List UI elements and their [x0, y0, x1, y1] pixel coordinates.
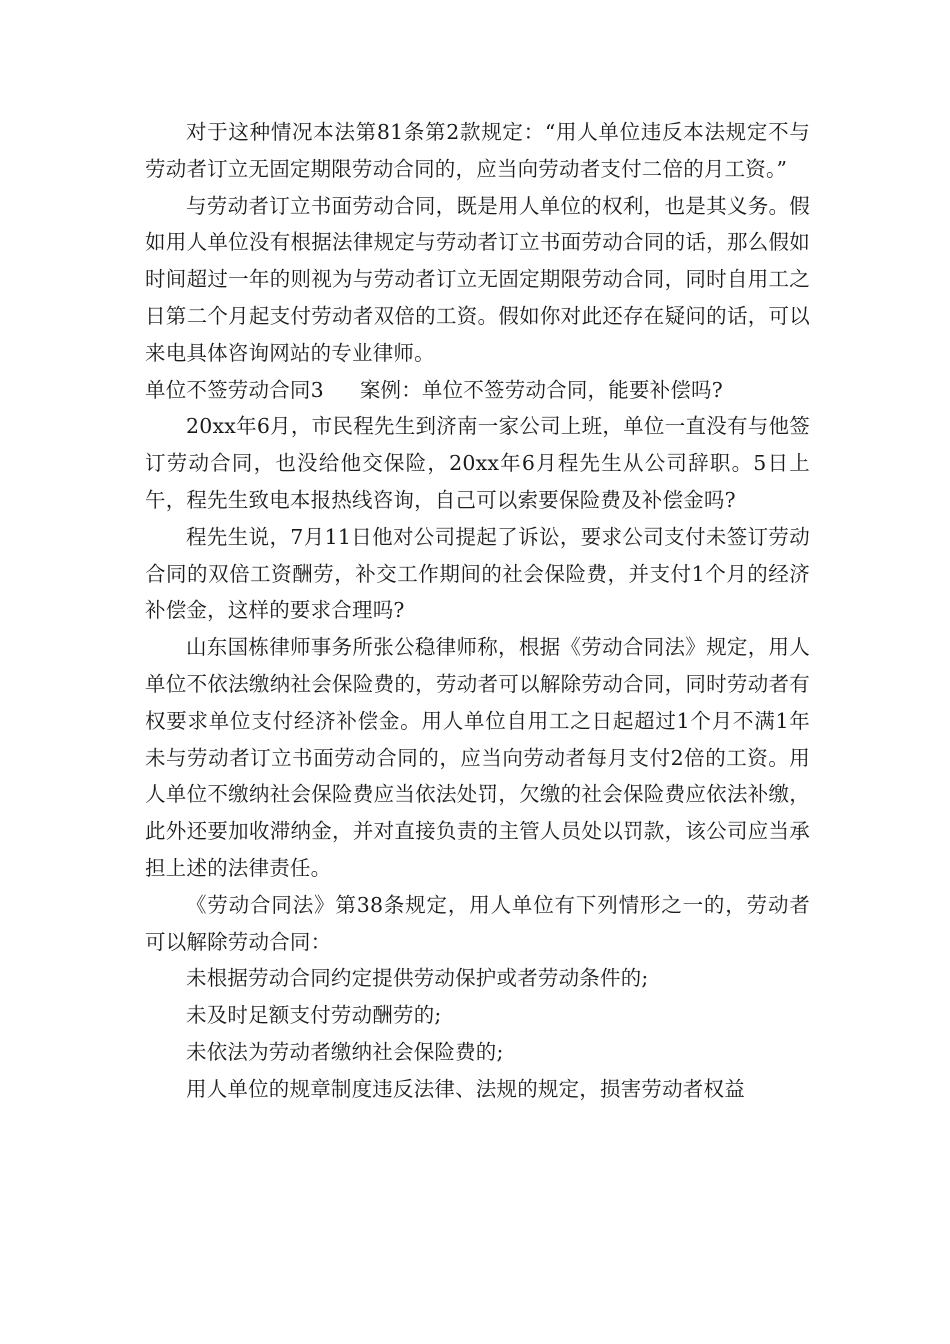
list-item-payment: 未及时足额支付劳动酬劳的; — [186, 1003, 442, 1028]
paragraph-article-81: 对于这种情况本法第81条第2款规定：“用人单位违反本法规定不与劳动者订立无固定期限劳动合同的，应当向劳动者支付二倍的月工资。” — [145, 120, 810, 181]
paragraph-lawyer-opinion: 山东国栋律师事务所张公稳律师称，根据《劳动合同法》规定，用人单位不依法缴纳社会保险费的，劳动者可以解除劳动合同，同时劳动者有权要求单位支付经济补偿金。用人单位自用工之日起超过1个月不满1年未与劳动者订立书面劳动合同的，应当向劳动者每月支付2倍的工资。用人单位不缴纳社会保险费应当依法处罚，欠缴的社会保险费应依法补缴，此外还要加收滞纳金，并对直接负责的主管人员处以罚款，该公司应当承担上述的法律责任。 — [145, 635, 810, 880]
paragraph-lawsuit: 程先生说，7月11日他对公司提起了诉讼，要求公司支付未签订劳动合同的双倍工资酬劳，补交工作期间的社会保险费，并支付1个月的经济补偿金，这样的要求合理吗? — [145, 524, 810, 623]
paragraph-written-contract: 与劳动者订立书面劳动合同，既是用人单位的权利，也是其义务。假如用人单位没有根据法律规定与劳动者订立书面劳动合同的话，那么假如时间超过一年的则视为与劳动者订立无固定期限劳动合同，同时自用工之日第二个月起支付劳动者双倍的工资。假如你对此还存在疑问的话，可以来电具体咨询网站的专业律师。 — [145, 193, 810, 365]
document-page — [145, 114, 810, 1108]
section-heading — [145, 372, 810, 409]
section-heading-title: 单位不签劳动合同3 — [145, 377, 324, 402]
section-heading-subtitle: 案例：单位不签劳动合同，能要补偿吗? — [359, 377, 723, 402]
list-item-insurance: 未依法为劳动者缴纳社会保险费的; — [186, 1039, 504, 1064]
paragraph-article-38: 《劳动合同法》第38条规定，用人单位有下列情形之一的，劳动者可以解除劳动合同： — [145, 892, 810, 954]
list-item-protection: 未根据劳动合同约定提供劳动保护或者劳动条件的; — [186, 966, 649, 991]
paragraph-case-description: 20xx年6月，市民程先生到济南一家公司上班，单位一直没有与他签订劳动合同，也没给他交保险，20xx年6月程先生从公司辞职。5日上午，程先生致电本报热线咨询，自己可以索要保险费及补偿金吗? — [145, 414, 810, 512]
list-item-regulations: 用人单位的规章制度违反法律、法规的规定，损害劳动者权益 — [186, 1076, 745, 1101]
